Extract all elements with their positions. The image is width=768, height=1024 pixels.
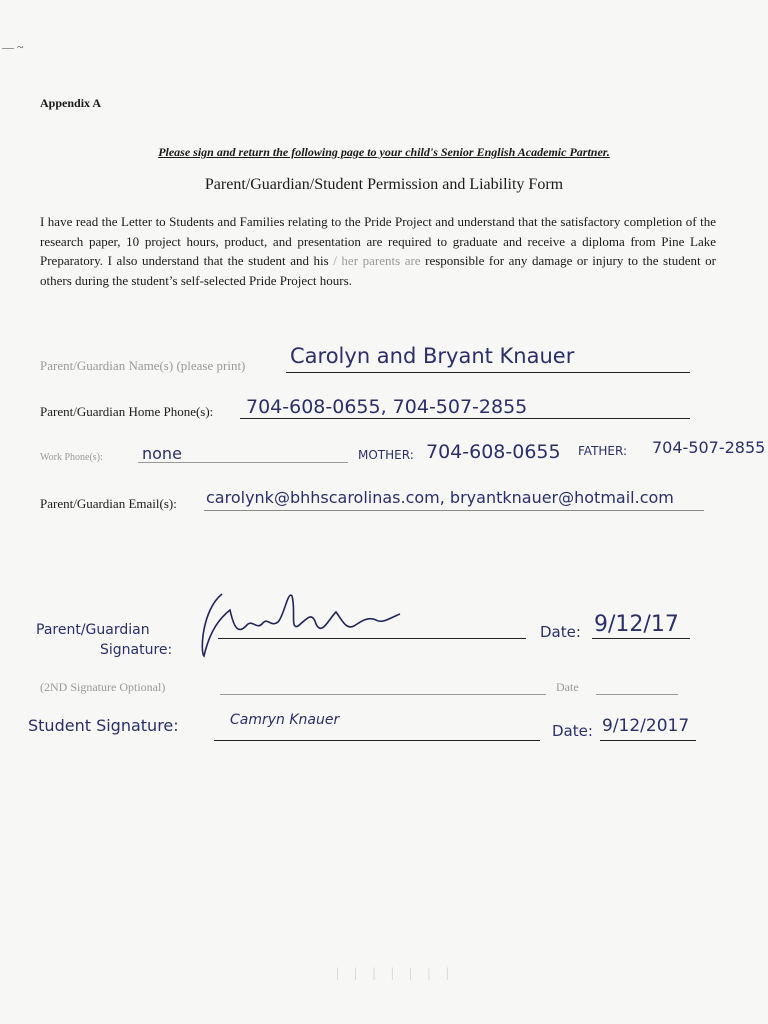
work-phone-value[interactable]: none xyxy=(142,444,182,463)
name-label: Parent/Guardian Name(s) (please print) xyxy=(40,358,246,373)
agreement-text-faded: / her parents are xyxy=(328,253,421,268)
agreement-text-1: I have read the Letter to Students and Families relating to the Pride Project and understand that the satisfactory completion of the research paper, 10 project hours, product, and presentation are required to graduate and receive a diploma from Pine Lake Preparatory. I also understand that the student and his xyxy=(40,214,716,268)
appendix-label: Appendix A xyxy=(40,96,102,110)
mother-label: MOTHER: xyxy=(358,448,414,462)
student-signature[interactable]: Camryn Knauer xyxy=(230,712,340,728)
home-phone-value[interactable]: 704-608-0655, 704-507-2855 xyxy=(246,396,528,418)
return-instruction: Please sign and return the following page to your child's Senior English Academic Partner. xyxy=(158,145,610,159)
father-label: FATHER: xyxy=(578,444,628,458)
name-value[interactable]: Carolyn and Bryant Knauer xyxy=(290,344,575,368)
form-title: Parent/Guardian/Student Permission and Liability Form xyxy=(204,176,564,193)
student-signature-label: Student Signature: xyxy=(28,716,179,735)
parent-signature[interactable] xyxy=(196,590,406,660)
parent-signature-label-1: Parent/Guardian xyxy=(36,622,150,638)
email-value[interactable]: carolynk@bhhscarolinas.com, bryantknauer@hotmail.com xyxy=(206,488,674,507)
second-signature-label: (2ND Signature Optional) xyxy=(40,680,166,694)
parent-signature-scribble xyxy=(196,590,406,660)
agreement-text-2: responsible for any damage or injury to the student or others during the student’s self-selected Pride Project hours. xyxy=(40,253,716,288)
mother-phone-value[interactable]: 704-608-0655 xyxy=(426,441,561,463)
work-phone-label: Work Phone(s): xyxy=(40,452,103,463)
second-signature-line xyxy=(220,680,546,695)
parent-signature-label-2: Signature: xyxy=(100,642,173,658)
student-date-value[interactable]: 9/12/2017 xyxy=(602,716,690,736)
agreement-paragraph xyxy=(40,212,716,290)
second-date-label: Date xyxy=(556,680,579,694)
parent-date-value[interactable]: 9/12/17 xyxy=(594,612,679,637)
email-label: Parent/Guardian Email(s): xyxy=(40,496,177,511)
parent-date-label: Date: xyxy=(540,623,581,641)
scan-mark: — ~ xyxy=(2,40,24,54)
second-date-line xyxy=(596,680,678,695)
father-phone-value[interactable]: 704-507-2855 xyxy=(652,438,766,457)
student-date-label: Date: xyxy=(552,722,593,740)
scan-artifact: | | | | | | | xyxy=(336,966,455,981)
home-phone-label: Parent/Guardian Home Phone(s): xyxy=(40,404,214,419)
